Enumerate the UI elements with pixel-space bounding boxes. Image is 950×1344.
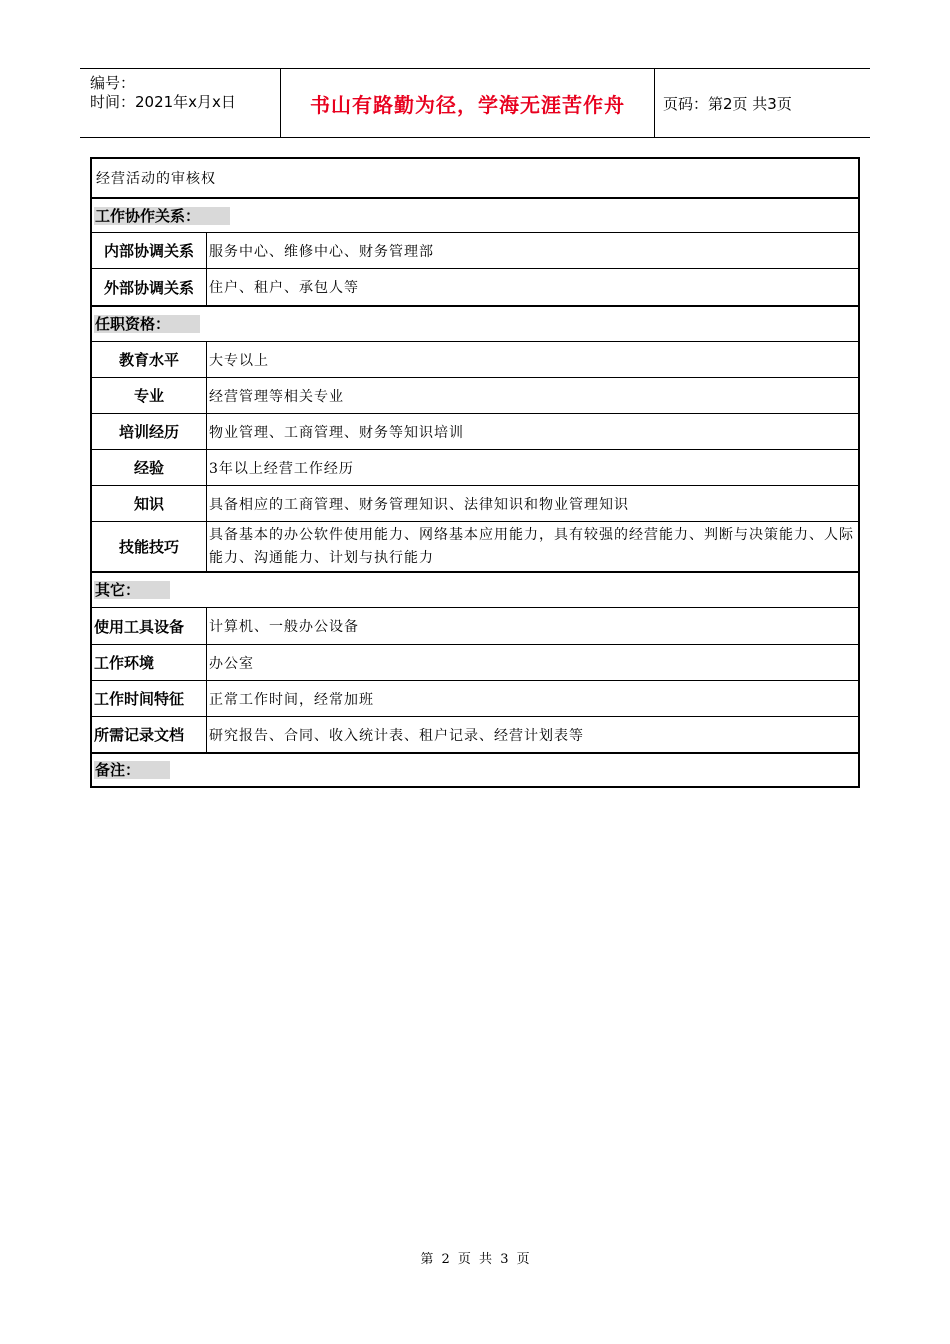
tools-label: 使用工具设备 xyxy=(92,608,207,644)
header-motto-cell xyxy=(280,69,655,137)
external-coordination-value: 住户、租户、承包人等 xyxy=(209,280,359,296)
external-coordination-label: 外部协调关系 xyxy=(92,269,207,305)
environment-value: 办公室 xyxy=(209,655,254,672)
table-row xyxy=(92,159,858,197)
job-description-table xyxy=(90,157,860,788)
header-page-info: 页码：第2页 共3页 xyxy=(663,94,792,113)
experience-label: 经验 xyxy=(92,450,207,485)
major-label: 专业 xyxy=(92,378,207,413)
table-row xyxy=(92,377,858,413)
tools-value: 计算机、一般办公设备 xyxy=(209,619,359,635)
table-row xyxy=(92,644,858,680)
table-row xyxy=(92,521,858,571)
skills-value: 具备基本的办公软件使用能力、网络基本应用能力，具有较强的经营能力、判断与决策能力、人际能力、沟通能力、计划与执行能力 xyxy=(209,526,854,566)
section-row-other xyxy=(92,571,858,607)
table-row xyxy=(92,232,858,268)
documents-value: 研究报告、合同、收入统计表、租户记录、经营计划表等 xyxy=(209,727,584,744)
authority-text: 经营活动的审核权 xyxy=(96,171,216,187)
section-title-remarks: 备注： xyxy=(94,761,170,779)
section-title-qualification: 任职资格： xyxy=(94,315,200,333)
header-page-cell xyxy=(655,69,870,137)
table-row xyxy=(92,485,858,521)
table-row xyxy=(92,680,858,716)
section-row-qualification xyxy=(92,305,858,341)
training-value: 物业管理、工商管理、财务等知识培训 xyxy=(209,424,464,441)
header-motto: 书山有路勤为径，学海无涯苦作舟 xyxy=(310,92,625,117)
work-time-label: 工作时间特征 xyxy=(92,681,207,716)
section-row-cooperation xyxy=(92,197,858,232)
table-row xyxy=(92,341,858,377)
knowledge-value: 具备相应的工商管理、财务管理知识、法律知识和物业管理知识 xyxy=(209,496,629,513)
table-row xyxy=(92,716,858,752)
internal-coordination-value: 服务中心、维修中心、财务管理部 xyxy=(209,243,434,260)
environment-label: 工作环境 xyxy=(92,645,207,680)
section-title-cooperation: 工作协作关系： xyxy=(94,207,230,225)
experience-value: 3年以上经营工作经历 xyxy=(209,460,354,477)
section-title-other: 其它： xyxy=(94,581,170,599)
table-row xyxy=(92,268,858,305)
table-row xyxy=(92,607,858,644)
document-number-label: 编号： xyxy=(90,74,136,92)
page-header xyxy=(80,68,870,138)
table-row xyxy=(92,413,858,449)
education-value: 大专以上 xyxy=(209,352,269,369)
knowledge-label: 知识 xyxy=(92,486,207,521)
documents-label: 所需记录文档 xyxy=(92,717,207,752)
header-meta xyxy=(80,69,280,137)
section-row-remarks xyxy=(92,752,858,786)
skills-label: 技能技巧 xyxy=(92,522,207,571)
internal-coordination-label: 内部协调关系 xyxy=(92,233,207,268)
education-label: 教育水平 xyxy=(92,342,207,377)
table-row xyxy=(92,449,858,485)
major-value: 经营管理等相关专业 xyxy=(209,388,344,405)
work-time-value: 正常工作时间，经常加班 xyxy=(209,691,374,708)
page-footer: 第 2 页 共 3 页 xyxy=(420,1252,530,1267)
document-time: 时间：2021年x月x日 xyxy=(90,93,236,111)
training-label: 培训经历 xyxy=(92,414,207,449)
